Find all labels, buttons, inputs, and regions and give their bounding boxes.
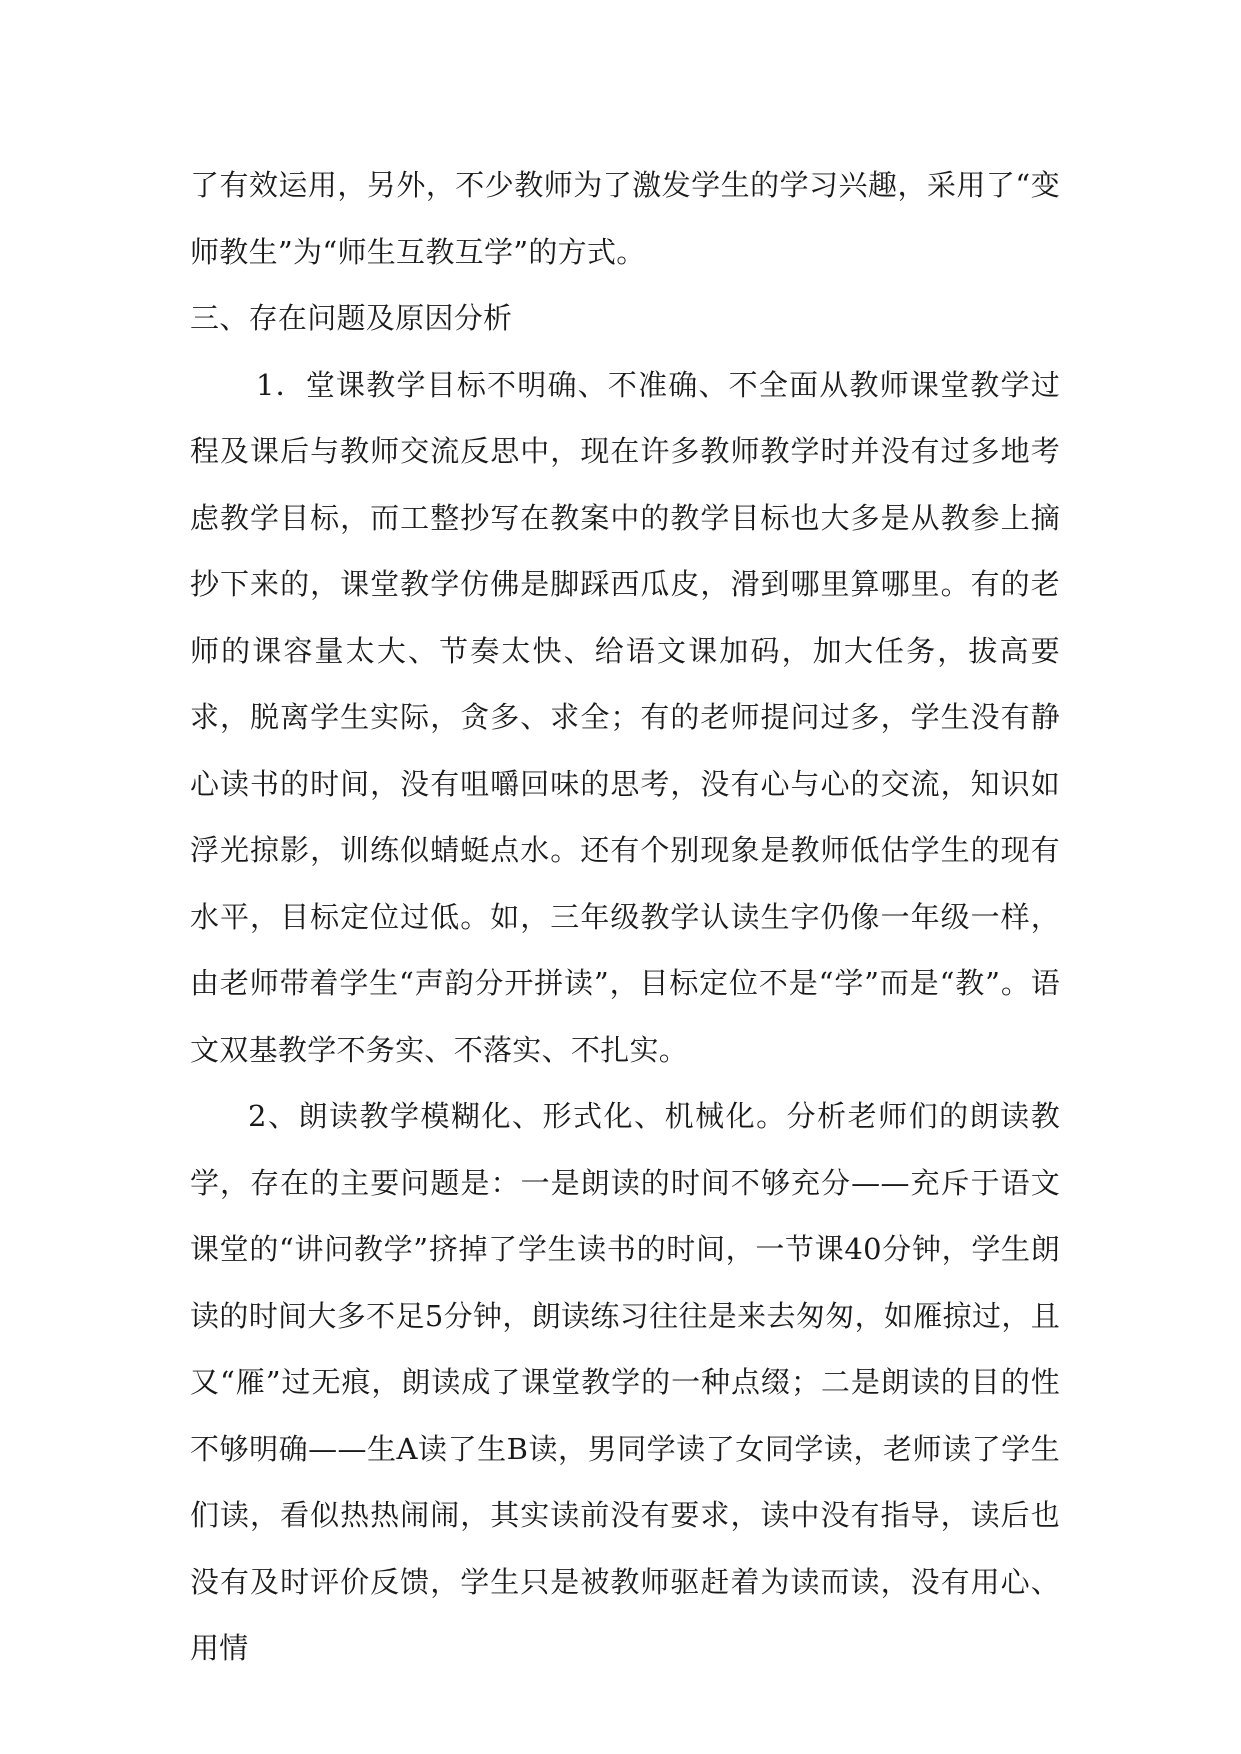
paragraph-point-2: 2、朗读教学模糊化、形式化、机械化。分析老师们的朗读教学，存在的主要问题是：一是朗读的时间不够充分——充斥于语文课堂的“讲问教学”挤掉了学生读书的时间，一节课40分钟，学生朗读的时间大多不足5分钟，朗读练习往往是来去匆匆，如雁掠过，且又“雁”过无痕，朗读成了课堂教学的一种点缀；二是朗读的目的性不够明确——生A读了生B读，男同学读了女同学读，老师读了学生们读，看似热热闹闹，其实读前没有要求，读中没有指导，读后也没有及时评价反馈，学生只是被教师驱赶着为读而读，没有用心、用情 (190, 1099, 1060, 1665)
document-body (190, 152, 1060, 1682)
paragraph-point-1: 1．堂课教学目标不明确、不准确、不全面从教师课堂教学过程及课后与教师交流反思中，现在许多教师教学时并没有过多地考虑教学目标，而工整抄写在教案中的教学目标也大多是从教参上摘抄下来的，课堂教学仿佛是脚踩西瓜皮，滑到哪里算哪里。有的老师的课容量太大、节奏太快、给语文课加码，加大任务，拔高要求，脱离学生实际，贪多、求全；有的老师提问过多，学生没有静心读书的时间，没有咀嚼回味的思考，没有心与心的交流，知识如浮光掠影，训练似蜻蜓点水。还有个别现象是教师低估学生的现有水平，目标定位过低。如，三年级教学认读生字仍像一年级一样，由老师带着学生“声韵分开拼读”，目标定位不是“学”而是“教”。语文双基教学不务实、不落实、不扎实。 (190, 367, 1060, 1067)
section-heading: 三、存在问题及原因分析 (190, 301, 513, 335)
paragraph-continuation: 了有效运用，另外，不少教师为了激发学生的学习兴趣，采用了“变师教生”为“师生互教互学”的方式。 (190, 168, 1060, 269)
